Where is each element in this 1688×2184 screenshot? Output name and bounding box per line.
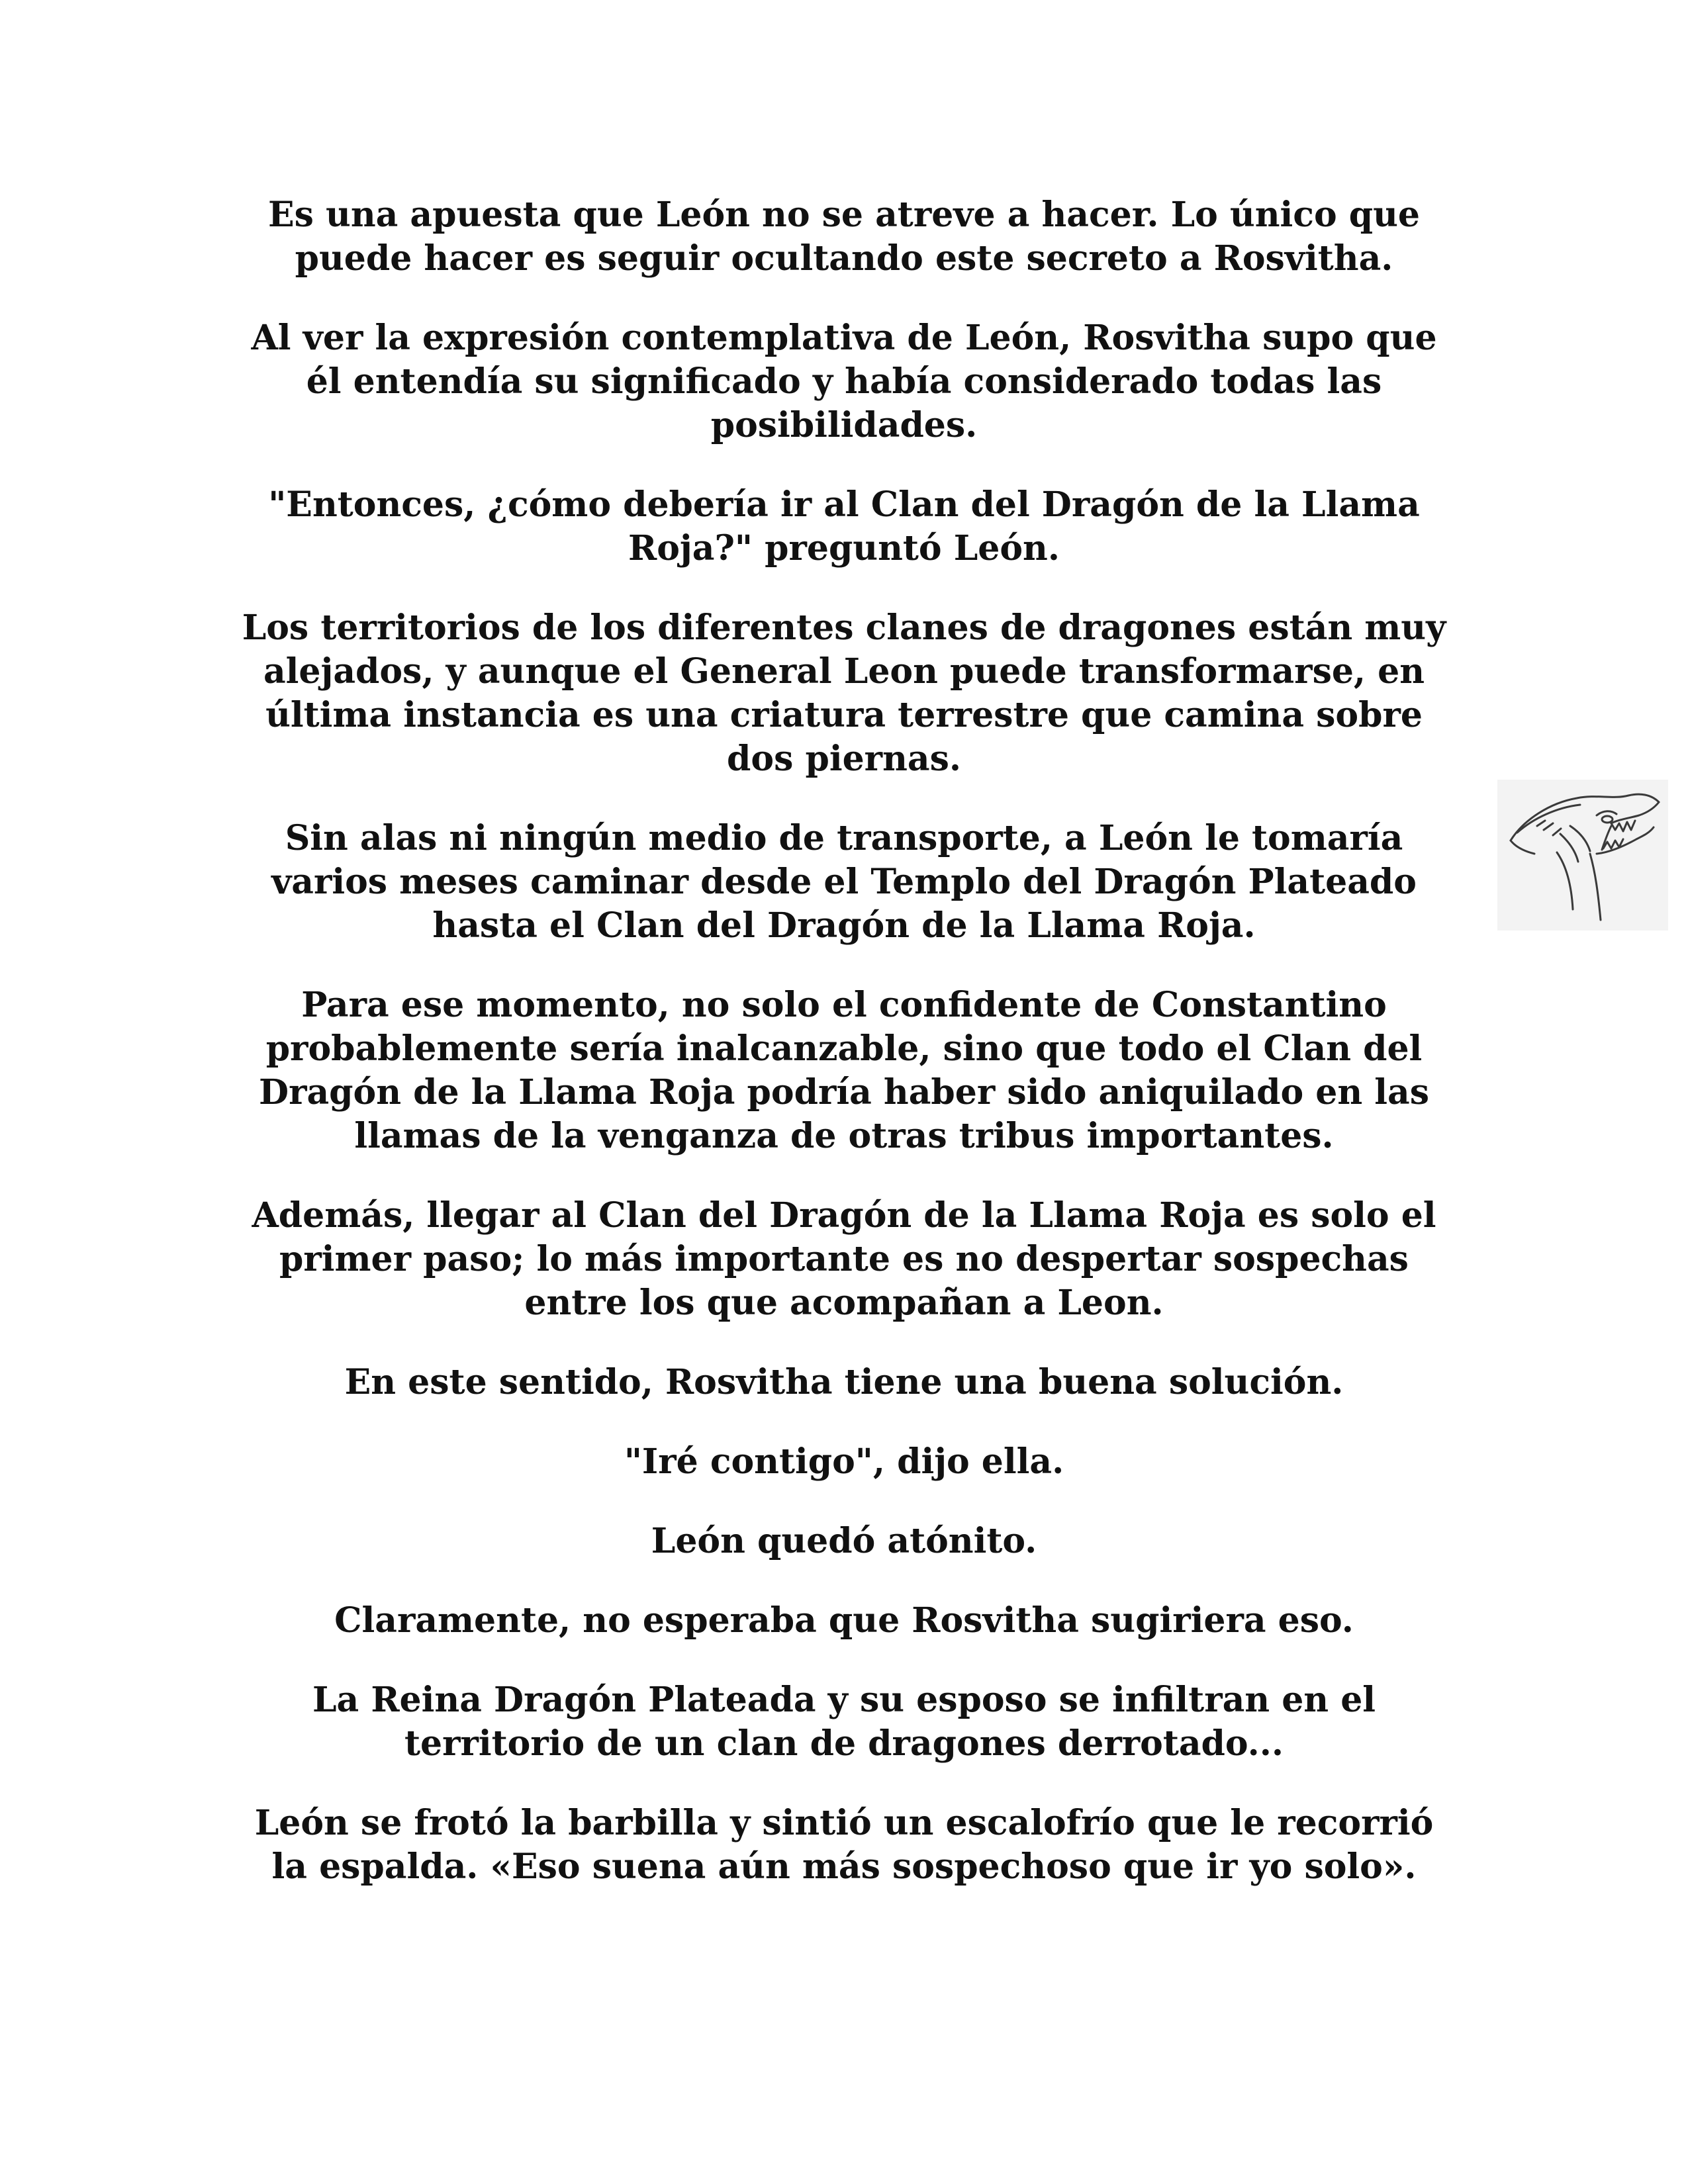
paragraph-3 — [225, 483, 1463, 570]
text-line: Roja?" preguntó León. — [628, 528, 1060, 569]
text-line: Los territorios de los diferentes clanes de dragones están muy — [242, 608, 1446, 648]
dinosaur-sketch — [1497, 780, 1668, 931]
text-line: él entendía su significado y había considerado todas las — [306, 361, 1382, 402]
text-line: Para ese momento, no solo el confidente de Constantino — [301, 985, 1387, 1025]
paragraph-12 — [225, 1678, 1463, 1766]
text-line: Además, llegar al Clan del Dragón de la Llama Roja es solo el — [252, 1195, 1436, 1236]
paragraph-8 — [225, 1361, 1463, 1404]
text-line: varios meses caminar desde el Templo del Dragón Plateado — [271, 862, 1417, 902]
paragraph-6 — [225, 983, 1463, 1158]
paragraph-4 — [225, 606, 1463, 781]
paragraph-7 — [225, 1194, 1463, 1325]
text-line: primer paso; lo más importante es no despertar sospechas — [279, 1239, 1409, 1279]
text-line: hasta el Clan del Dragón de la Llama Roja. — [432, 905, 1256, 946]
paragraph-10 — [225, 1520, 1463, 1563]
text-line: Claramente, no esperaba que Rosvitha sugiriera eso. — [334, 1600, 1354, 1641]
paragraph-9 — [225, 1440, 1463, 1484]
paragraph-13 — [225, 1801, 1463, 1889]
text-line: La Reina Dragón Plateada y su esposo se infiltran en el — [312, 1680, 1376, 1720]
paragraph-2 — [225, 316, 1463, 447]
text-line: Sin alas ni ningún medio de transporte, a León le tomaría — [285, 818, 1403, 858]
text-line: En este sentido, Rosvitha tiene una buena solución. — [344, 1362, 1344, 1402]
text-line: Al ver la expresión contemplativa de León, Rosvitha supo que — [251, 318, 1437, 358]
text-line: entre los que acompañan a Leon. — [524, 1283, 1164, 1323]
text-line: "Entonces, ¿cómo debería ir al Clan del Dragón de la Llama — [268, 484, 1420, 525]
paragraph-1 — [225, 193, 1463, 281]
text-line: probablemente sería inalcanzable, sino que todo el Clan del — [265, 1028, 1423, 1069]
text-line: Dragón de la Llama Roja podría haber sido aniquilado en las — [258, 1072, 1430, 1113]
text-line: Es una apuesta que León no se atreve a hacer. Lo único que — [268, 195, 1420, 235]
text-line: territorio de un clan de dragones derrotado... — [404, 1723, 1284, 1764]
chapter-text — [225, 193, 1463, 1925]
text-line: llamas de la venganza de otras tribus importantes. — [354, 1116, 1334, 1156]
text-line: León quedó atónito. — [651, 1521, 1037, 1561]
text-line: posibilidades. — [710, 405, 978, 445]
dinosaur-head-icon — [1497, 780, 1668, 931]
text-line: dos piernas. — [727, 739, 961, 779]
text-line: "Iré contigo", dijo ella. — [624, 1441, 1064, 1482]
text-line: alejados, y aunque el General Leon puede transformarse, en — [263, 651, 1425, 692]
text-line: la espalda. «Eso suena aún más sospechoso que ir yo solo». — [271, 1846, 1417, 1887]
text-line: León se frotó la barbilla y sintió un escalofrío que le recorrió — [254, 1803, 1434, 1843]
paragraph-5 — [225, 817, 1463, 948]
paragraph-11 — [225, 1599, 1463, 1643]
text-line: última instancia es una criatura terrestre que camina sobre — [265, 695, 1423, 735]
text-line: puede hacer es seguir ocultando este secreto a Rosvitha. — [295, 238, 1393, 279]
